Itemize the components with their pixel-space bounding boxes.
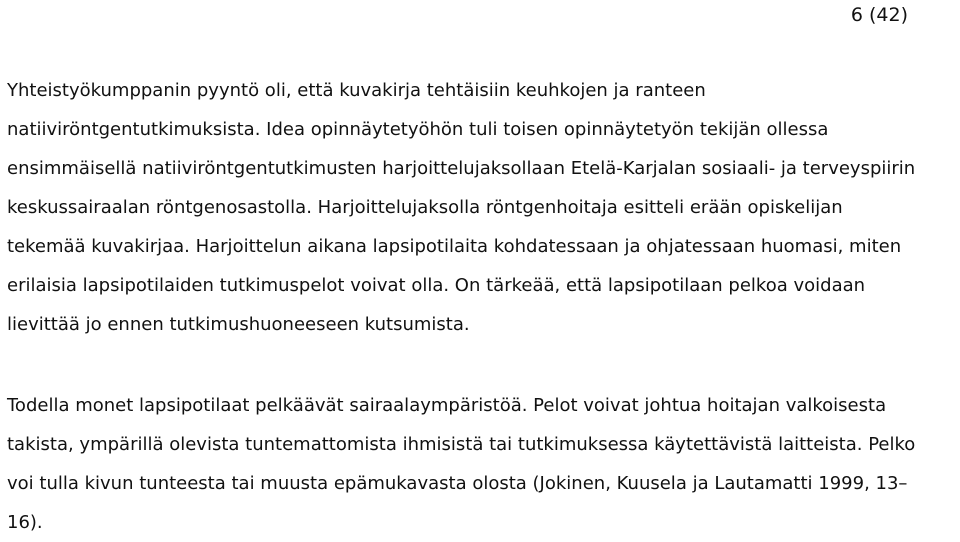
- body-paragraph-2: [7, 386, 915, 542]
- text-line: 16).: [7, 512, 43, 533]
- text-line: Todella monet lapsipotilaat pelkäävät sairaalaympäristöä. Pelot voivat johtua hoitajan valkoisesta: [7, 395, 887, 416]
- text-line: lievittää jo ennen tutkimushuoneeseen kutsumista.: [7, 314, 470, 335]
- page-number: 6 (42): [850, 4, 908, 26]
- text-line: erilaisia lapsipotilaiden tutkimuspelot voivat olla. On tärkeää, että lapsipotilaan pelkoa voidaan: [7, 275, 866, 296]
- text-line: ensimmäisellä natiiviröntgentutkimusten harjoittelujaksollaan Etelä-Karjalan sosiaali- ja terveyspiirin: [7, 158, 916, 179]
- text-line: natiiviröntgentutkimuksista. Idea opinnäytetyöhön tuli toisen opinnäytetyön tekijän ollessa: [7, 119, 829, 140]
- text-line: Yhteistyökumppanin pyyntö oli, että kuvakirja tehtäisiin keuhkojen ja ranteen: [7, 80, 706, 101]
- text-line: tekemää kuvakirjaa. Harjoittelun aikana lapsipotilaita kohdatessaan ja ohjatessaan huomasi, miten: [7, 236, 902, 257]
- text-line: keskussairaalan röntgenosastolla. Harjoittelujaksolla röntgenhoitaja esitteli erään opiskelijan: [7, 197, 843, 218]
- text-line: takista, ympärillä olevista tuntemattomista ihmisistä tai tutkimuksessa käytettävistä laitteista. Pelko: [7, 434, 916, 455]
- text-line: voi tulla kivun tunteesta tai muusta epämukavasta olosta (Jokinen, Kuusela ja Lautamatti 1999, 13–: [7, 473, 908, 494]
- body-paragraph-1: [7, 71, 915, 344]
